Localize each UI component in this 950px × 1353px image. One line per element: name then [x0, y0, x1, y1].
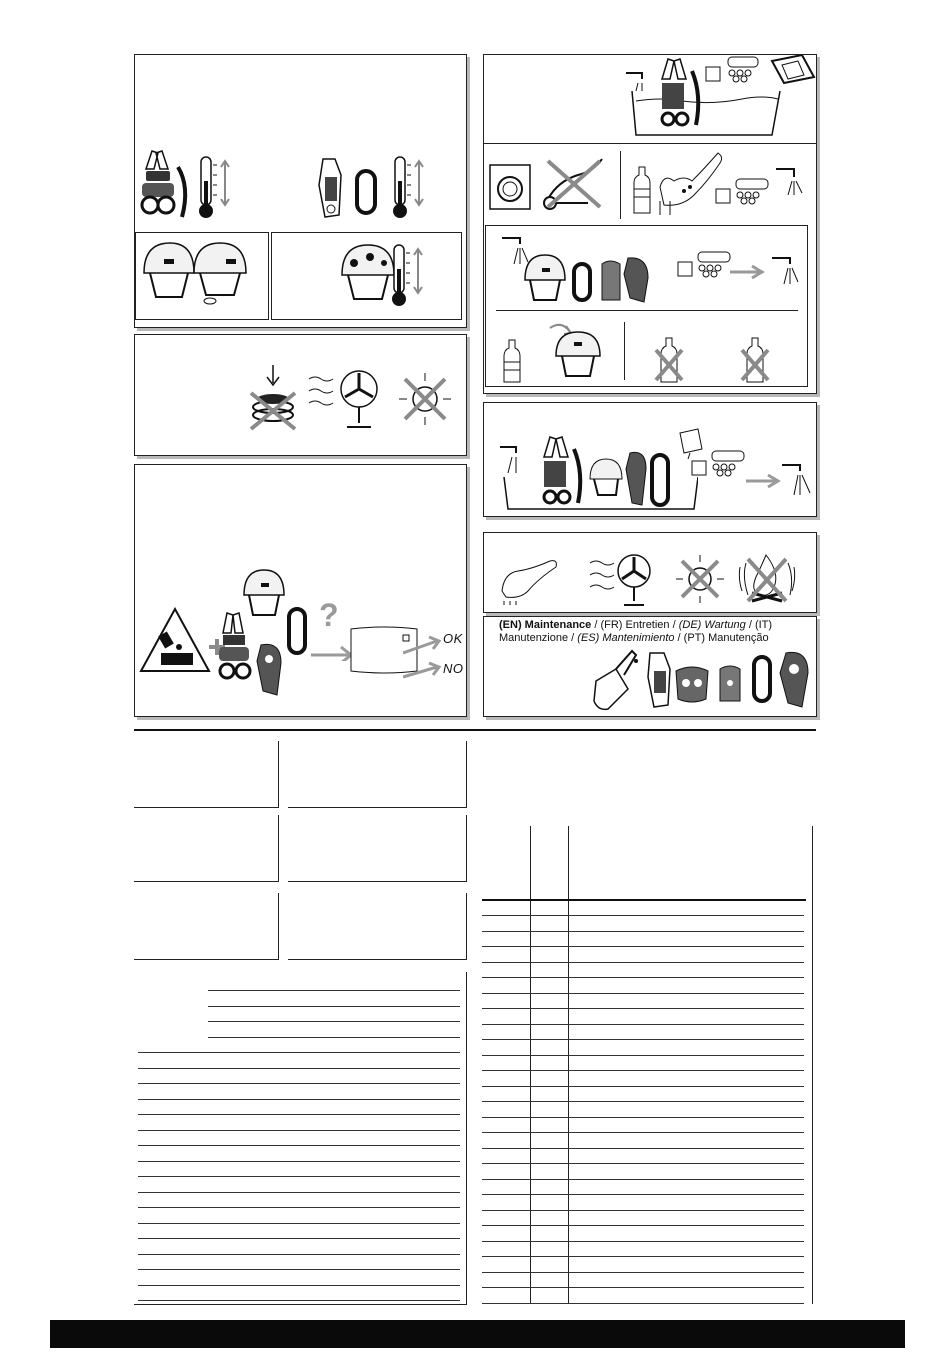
- table-row-line: [482, 1070, 804, 1071]
- separator: /: [669, 619, 679, 631]
- section-divider: [134, 729, 816, 731]
- table-row-line: [482, 1287, 804, 1288]
- info-box: [288, 741, 467, 808]
- table-row-line: [482, 1241, 804, 1242]
- footer-bar: [50, 1320, 905, 1348]
- brush-icon: [714, 175, 774, 219]
- brush-icon: [690, 447, 750, 491]
- table-row-line: [482, 1179, 804, 1180]
- thermometer-icon: [197, 155, 237, 221]
- table-row-line: [482, 993, 804, 994]
- brush-icon: [676, 248, 736, 292]
- info-box: [134, 893, 279, 960]
- belay-device-icon: [716, 663, 744, 703]
- wash-tub-icon: [498, 433, 698, 513]
- maintenance-es: (ES) Mantenimiento: [577, 632, 675, 644]
- helmet-icon: [190, 239, 250, 309]
- bottle-icon: [654, 336, 684, 384]
- table-row-line: [482, 1163, 804, 1164]
- table-row-line: [482, 1024, 804, 1025]
- record-line: [138, 1238, 460, 1239]
- maintenance-it: (IT) Manutenzione: [499, 619, 773, 644]
- table-row-line: [482, 977, 804, 978]
- table-row-line: [482, 1225, 804, 1226]
- separator: /: [745, 619, 755, 631]
- record-line: [138, 1300, 460, 1301]
- info-box: [134, 815, 279, 882]
- wash-tub-icon: [622, 55, 818, 139]
- ascender-icon: [315, 155, 355, 221]
- table-row-line: [482, 1272, 804, 1273]
- record-line: [208, 1021, 460, 1022]
- arrow-no-icon: [403, 661, 443, 681]
- descender-icon: [778, 649, 812, 711]
- table-header-rule: [482, 899, 806, 901]
- fan-icon: [307, 365, 387, 433]
- table-row-line: [482, 931, 804, 932]
- divider: [496, 310, 798, 311]
- storage-donts-panel: [134, 334, 467, 456]
- record-line: [138, 1207, 460, 1208]
- helmet-icon: [522, 252, 568, 304]
- thermometer-icon: [391, 155, 431, 221]
- separator: /: [591, 619, 601, 631]
- carabiner-icon: [750, 655, 776, 705]
- table-row-line: [482, 1148, 804, 1149]
- chemical-warning-icon: [139, 607, 211, 673]
- storage-temperature-panel: [134, 54, 467, 328]
- divider: [624, 322, 625, 380]
- table-row-line: [482, 946, 804, 947]
- disinfection-panel: [483, 402, 817, 517]
- bottle-icon: [502, 338, 522, 384]
- record-line: [138, 1176, 460, 1177]
- record-line: [138, 1161, 460, 1162]
- towel-icon: [498, 551, 560, 607]
- chemical-contact-panel: [134, 464, 467, 717]
- arrow-ok-icon: [403, 635, 443, 655]
- record-line: [138, 1269, 460, 1270]
- crushed-rope-icon: [247, 363, 299, 431]
- separator: /: [568, 632, 578, 644]
- fan-icon: [588, 549, 658, 609]
- separator: /: [674, 632, 684, 644]
- record-line: [138, 1114, 460, 1115]
- table-row-line: [482, 1256, 804, 1257]
- record-line: [208, 990, 460, 991]
- table-row-line: [482, 1132, 804, 1133]
- helmet-temperature-box: [271, 232, 462, 320]
- record-line: [138, 1192, 460, 1193]
- arrow-right-icon: [746, 473, 782, 489]
- belay-device-icon: [255, 641, 285, 697]
- inspection-table: [482, 826, 814, 1304]
- helmet-icon: [546, 316, 606, 382]
- table-column-divider: [812, 826, 813, 1304]
- record-line: [208, 1006, 460, 1007]
- table-row-line: [482, 1117, 804, 1118]
- table-row-line: [482, 1008, 804, 1009]
- table-row-line: [482, 1039, 804, 1040]
- table-row-line: [482, 915, 804, 916]
- harness-icon: [138, 147, 198, 219]
- info-box: [134, 741, 279, 808]
- helmet-storage-box: [135, 232, 269, 320]
- maintenance-de: (DE) Wartung: [678, 619, 746, 631]
- ok-label: OK: [443, 631, 463, 646]
- cleaning-panel: [483, 54, 817, 394]
- maintenance-title: [499, 619, 809, 645]
- info-box: [288, 815, 467, 882]
- faucet-icon: [780, 457, 814, 501]
- divider: [620, 151, 621, 219]
- record-sheet-left: [134, 972, 467, 1305]
- helmet-icon: [338, 241, 398, 305]
- table-row-line: [482, 1303, 804, 1304]
- bottle-icon: [632, 165, 652, 215]
- thermometer-icon: [390, 243, 430, 309]
- sun-icon: [674, 553, 726, 605]
- bottle-icon: [740, 336, 770, 384]
- fire-icon: [736, 551, 798, 609]
- table-row-line: [482, 1055, 804, 1056]
- drying-panel: [483, 532, 817, 613]
- table-row-line: [482, 1086, 804, 1087]
- record-line: [138, 1052, 460, 1053]
- record-line: [138, 1254, 460, 1255]
- question-mark: ?: [319, 597, 339, 633]
- arrow-right-icon: [730, 264, 766, 280]
- carabiner-icon: [285, 607, 311, 657]
- carabiner-icon: [570, 262, 596, 304]
- record-line: [208, 1037, 460, 1038]
- table-row-line: [482, 1101, 804, 1102]
- table-column-divider: [568, 826, 569, 1304]
- maintenance-en: (EN) Maintenance: [499, 619, 592, 631]
- faucet-icon: [770, 250, 804, 290]
- device-icon: [598, 256, 652, 304]
- oil-can-icon: [588, 647, 640, 713]
- table-column-divider: [530, 826, 531, 1304]
- record-line: [138, 1145, 460, 1146]
- record-line: [138, 1130, 460, 1131]
- faucet-icon: [772, 161, 812, 201]
- table-row-line: [482, 1194, 804, 1195]
- washing-machine-icon: [488, 163, 532, 211]
- table-row-line: [482, 1210, 804, 1211]
- rigging-plate-icon: [672, 661, 712, 705]
- carabiner-icon: [353, 169, 381, 217]
- pressure-washer-icon: [538, 151, 610, 217]
- maintenance-pt: (PT) Manutenção: [683, 632, 769, 644]
- maintenance-fr: (FR) Entretien: [600, 619, 670, 631]
- no-label: NO: [443, 661, 464, 676]
- table-row-line: [482, 962, 804, 963]
- sun-icon: [397, 371, 453, 427]
- record-line: [138, 1068, 460, 1069]
- record-line: [138, 1083, 460, 1084]
- record-line: [138, 1285, 460, 1286]
- info-box: [288, 893, 467, 960]
- divider: [484, 143, 816, 144]
- record-line: [138, 1099, 460, 1100]
- record-line: [138, 1223, 460, 1224]
- helmet-cleaning-box: [485, 225, 808, 387]
